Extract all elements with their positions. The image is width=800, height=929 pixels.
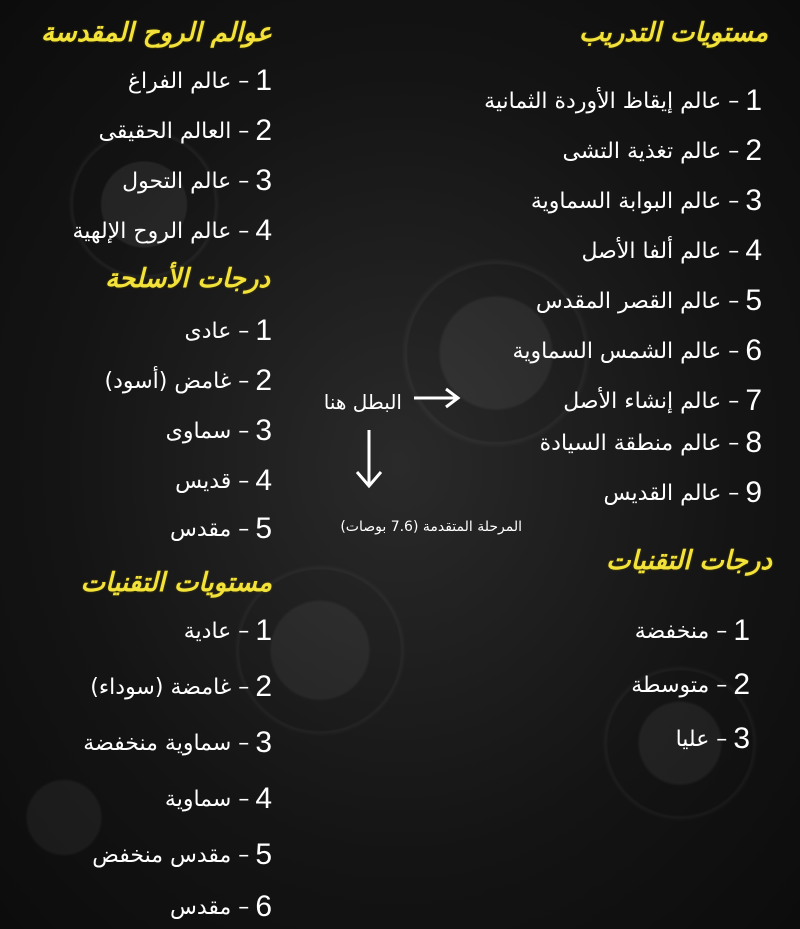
weapon-item: 4– قديس bbox=[175, 464, 272, 497]
weapons-title: درجات الأسلحة bbox=[105, 264, 270, 294]
training-item: 5– عالم القصر المقدس bbox=[535, 284, 762, 317]
tech-level-item: 5– مقدس منخفض bbox=[92, 838, 272, 871]
spirit-title: عوالم الروح المقدسة bbox=[40, 18, 272, 48]
spirit-item: 1– عالم الفراغ bbox=[127, 64, 272, 97]
tech-level-item: 3– سماوية منخفضة bbox=[83, 726, 272, 759]
training-item: 1– عالم إيقاظ الأوردة الثمانية bbox=[484, 84, 762, 117]
tech-grade-item: 1– منخفضة bbox=[634, 614, 750, 647]
tech-levels-title: مستويات التقنيات bbox=[80, 568, 272, 598]
tech-level-item: 2– غامضة (سوداء) bbox=[90, 670, 272, 703]
tech-grade-item: 3– عليا bbox=[675, 722, 750, 755]
training-item: 4– عالم ألفا الأصل bbox=[581, 234, 762, 267]
spirit-item: 4– عالم الروح الإلهية bbox=[72, 214, 272, 247]
arrow-down-icon bbox=[352, 428, 386, 492]
tech-level-item: 4– سماوية bbox=[164, 782, 272, 815]
tech-grades-title: درجات التقنيات bbox=[606, 546, 772, 576]
training-item: 6– عالم الشمس السماوية bbox=[512, 334, 762, 367]
tech-level-item: 6– مقدس bbox=[170, 890, 272, 923]
weapon-item: 1– عادى bbox=[184, 314, 272, 347]
training-item: 8– عالم منطقة السيادة bbox=[539, 426, 762, 459]
tech-level-item: 1– عادية bbox=[183, 614, 272, 647]
training-item: 3– عالم البوابة السماوية bbox=[530, 184, 762, 217]
hero-note: المرحلة المتقدمة (7.6 بوصات) bbox=[340, 519, 522, 535]
training-title: مستويات التدريب bbox=[578, 18, 768, 48]
training-item: 2– عالم تغذية التشى bbox=[562, 134, 762, 167]
weapon-item: 3– سماوى bbox=[165, 414, 272, 447]
weapon-item: 5– مقدس bbox=[170, 512, 272, 545]
spirit-item: 3– عالم التحول bbox=[122, 164, 272, 197]
tech-grade-item: 2– متوسطة bbox=[631, 668, 750, 701]
arrow-right-icon bbox=[412, 386, 462, 410]
weapon-item: 2– غامض (أسود) bbox=[104, 364, 272, 397]
training-item: 9– عالم القديس bbox=[603, 476, 762, 509]
training-item: 7– عالم إنشاء الأصل bbox=[563, 384, 762, 417]
spirit-item: 2– العالم الحقيقى bbox=[98, 114, 272, 147]
hero-label: البطل هنا bbox=[323, 390, 402, 414]
